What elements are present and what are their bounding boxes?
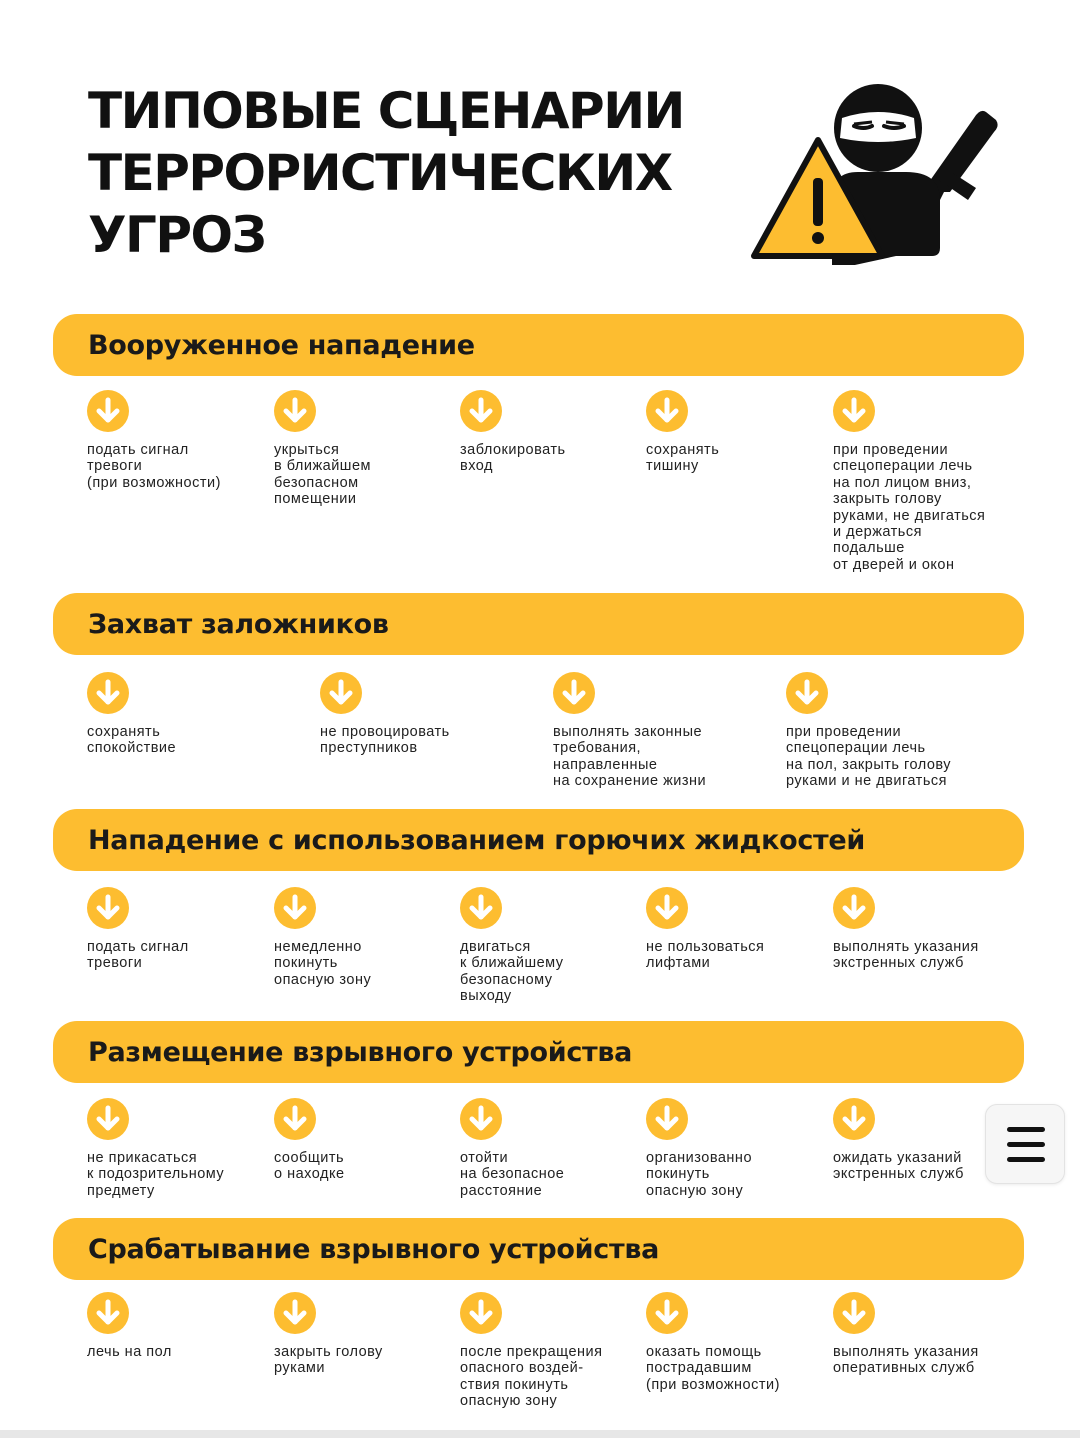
list-item: [87, 672, 267, 757]
item-text: укрыться в ближайшем безопасном помещении: [274, 442, 371, 508]
section-header: Вооруженное нападение: [53, 314, 1024, 376]
list-item: [87, 1292, 267, 1360]
list-item: [87, 390, 267, 491]
arrow-down-circle-icon: [320, 672, 362, 714]
arrow-down-circle-icon: [274, 887, 316, 929]
page-title: [88, 80, 728, 266]
menu-button[interactable]: [985, 1104, 1065, 1184]
list-item: [833, 1292, 1013, 1377]
item-text: сохранять тишину: [646, 442, 720, 475]
item-text: закрыть голову руками: [274, 1344, 383, 1377]
arrow-down-circle-icon: [646, 390, 688, 432]
item-text: подать сигнал тревоги: [87, 939, 189, 972]
list-item: [833, 887, 1013, 972]
item-text: выполнять законные требования, направленные на сохранение жизни: [553, 724, 707, 790]
arrow-down-circle-icon: [460, 1098, 502, 1140]
arrow-down-circle-icon: [87, 1098, 129, 1140]
list-item: [553, 672, 733, 790]
arrow-down-circle-icon: [833, 390, 875, 432]
arrow-down-circle-icon: [274, 390, 316, 432]
item-text: не прикасаться к подозрительному предмету: [87, 1150, 225, 1199]
arrow-down-circle-icon: [646, 887, 688, 929]
menu-icon: [1007, 1157, 1045, 1162]
arrow-down-circle-icon: [646, 1098, 688, 1140]
item-text: двигаться к ближайшему безопасному выходу: [460, 939, 564, 1005]
list-item: [460, 390, 640, 475]
menu-icon: [1007, 1127, 1045, 1132]
list-item: [274, 390, 454, 508]
item-text: ожидать указаний экстренных служб: [833, 1150, 964, 1183]
item-text: выполнять указания оперативных служб: [833, 1344, 979, 1377]
title-line: УГРОЗ: [88, 206, 266, 264]
item-text: сохранять спокойствие: [87, 724, 177, 757]
arrow-down-circle-icon: [87, 672, 129, 714]
list-item: [833, 390, 1013, 573]
item-text: заблокировать вход: [460, 442, 566, 475]
list-item: [87, 887, 267, 972]
list-item: [646, 887, 826, 972]
arrow-down-circle-icon: [87, 1292, 129, 1334]
arrow-down-circle-icon: [460, 390, 502, 432]
item-text: немедленно покинуть опасную зону: [274, 939, 372, 988]
list-item: [646, 1292, 826, 1393]
section-header: Размещение взрывного устройства: [53, 1021, 1024, 1083]
arrow-down-circle-icon: [833, 887, 875, 929]
list-item: [460, 1098, 640, 1199]
arrow-down-circle-icon: [274, 1292, 316, 1334]
title-line: ТИПОВЫЕ СЦЕНАРИИ: [88, 82, 684, 140]
arrow-down-circle-icon: [87, 390, 129, 432]
item-text: оказать помощь пострадавшим (при возможности): [646, 1344, 780, 1393]
section-header: Нападение с использованием горючих жидкостей: [53, 809, 1024, 871]
list-item: [274, 887, 454, 988]
item-text: отойти на безопасное расстояние: [460, 1150, 565, 1199]
arrow-down-circle-icon: [274, 1098, 316, 1140]
arrow-down-circle-icon: [646, 1292, 688, 1334]
arrow-down-circle-icon: [786, 672, 828, 714]
list-item: [320, 672, 500, 757]
list-item: [87, 1098, 267, 1199]
arrow-down-circle-icon: [460, 887, 502, 929]
list-item: [646, 390, 826, 475]
bottom-strip: [0, 1430, 1080, 1438]
list-item: [460, 1292, 640, 1410]
item-text: не провоцировать преступников: [320, 724, 450, 757]
arrow-down-circle-icon: [87, 887, 129, 929]
arrow-down-circle-icon: [833, 1098, 875, 1140]
section-header: Захват заложников: [53, 593, 1024, 655]
item-text: лечь на пол: [87, 1344, 172, 1360]
item-text: при проведении спецоперации лечь на пол, закрыть голову руками и не двигаться: [786, 724, 952, 790]
item-text: подать сигнал тревоги (при возможности): [87, 442, 221, 491]
terrorist-warning-icon: [746, 80, 1006, 265]
section-header: Срабатывание взрывного устройства: [53, 1218, 1024, 1280]
arrow-down-circle-icon: [833, 1292, 875, 1334]
list-item: [274, 1292, 454, 1377]
list-item: [274, 1098, 454, 1183]
title-line: ТЕРРОРИСТИЧЕСКИХ: [88, 144, 672, 202]
item-text: при проведении спецоперации лечь на пол лицом вниз, закрыть голову руками, не двигаться и держаться подальше от дверей и окон: [833, 442, 986, 573]
item-text: не пользоваться лифтами: [646, 939, 765, 972]
list-item: [460, 887, 640, 1005]
item-text: организованно покинуть опасную зону: [646, 1150, 753, 1199]
list-item: [786, 672, 966, 790]
item-text: после прекращения опасного воздей- ствия покинуть опасную зону: [460, 1344, 603, 1410]
arrow-down-circle-icon: [460, 1292, 502, 1334]
list-item: [646, 1098, 826, 1199]
item-text: сообщить о находке: [274, 1150, 345, 1183]
item-text: выполнять указания экстренных служб: [833, 939, 979, 972]
arrow-down-circle-icon: [553, 672, 595, 714]
menu-icon: [1007, 1142, 1045, 1147]
